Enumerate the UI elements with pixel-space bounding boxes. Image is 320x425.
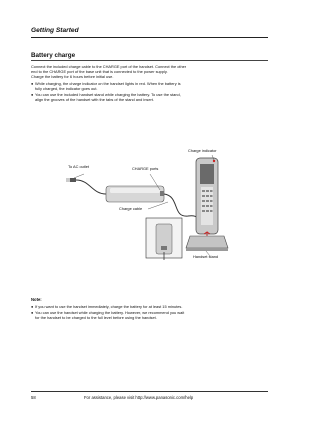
section-rule <box>31 60 268 61</box>
section-title: Battery charge <box>31 52 76 59</box>
note-bullet-item <box>31 304 268 309</box>
power-cable-icon <box>76 180 106 194</box>
bullet-item <box>31 81 268 91</box>
bullet-line: fully charged, the indicator goes out. <box>35 86 98 92</box>
intro-line: Charge the battery for 6 hours before initial use. <box>31 74 114 80</box>
label-charge-ports: CHARGE ports <box>132 166 159 171</box>
label-charge-cable: Charge cable <box>119 206 143 211</box>
handset-stand-icon <box>186 236 228 251</box>
bullet-item <box>31 92 268 102</box>
bullet-icon: ● <box>31 310 34 315</box>
intro-line: Connect the included charge cable to the CHARGE port of the handset. Connect the other <box>31 64 187 69</box>
base-unit-icon <box>106 186 164 202</box>
footer-rule <box>31 391 268 392</box>
bullet-icon: ● <box>31 304 34 309</box>
bullet-line: You can use the included handset stand while charging the battery. To use the stand, <box>35 92 181 97</box>
bullet-icon: ● <box>31 92 34 97</box>
bullet-line: align the grooves of the handset with the tabs of the stand and insert. <box>35 97 154 103</box>
note-title: Note: <box>31 297 42 302</box>
footer-help-text: For assistance, please visit http://www.panasonic.com/help <box>84 395 194 400</box>
note-bullet-item <box>31 310 268 320</box>
intro-paragraph <box>31 64 268 80</box>
bullet-line: You can use the handset while charging the battery. However, we recommend you wait <box>35 310 185 315</box>
connector-detail-inset <box>146 218 182 260</box>
label-charge-indicator: Charge indicator <box>188 148 217 153</box>
intro-line: end to the CHARGE port of the base unit that is connected to the power supply. <box>31 69 168 75</box>
ac-plug-icon <box>66 178 76 182</box>
label-to-ac-outlet: To AC outlet <box>68 164 89 169</box>
handset-icon <box>196 158 218 234</box>
header-rule <box>31 37 268 38</box>
bullet-line: If you want to use the handset immediately, charge the battery for at least 15 minutes. <box>35 304 183 309</box>
charge-indicator-light <box>213 160 215 162</box>
label-handset-stand: Handset stand <box>193 254 219 259</box>
page-header-title: Getting Started <box>31 27 79 34</box>
page-number: 58 <box>31 395 36 400</box>
bullet-line: While charging, the charge indicator on the handset lights in red. When the battery is <box>35 81 181 86</box>
charging-illustration <box>62 148 242 262</box>
bullet-icon: ● <box>31 81 34 86</box>
bullet-line: for the handset to be charged to the full level before using the handset. <box>35 315 157 321</box>
